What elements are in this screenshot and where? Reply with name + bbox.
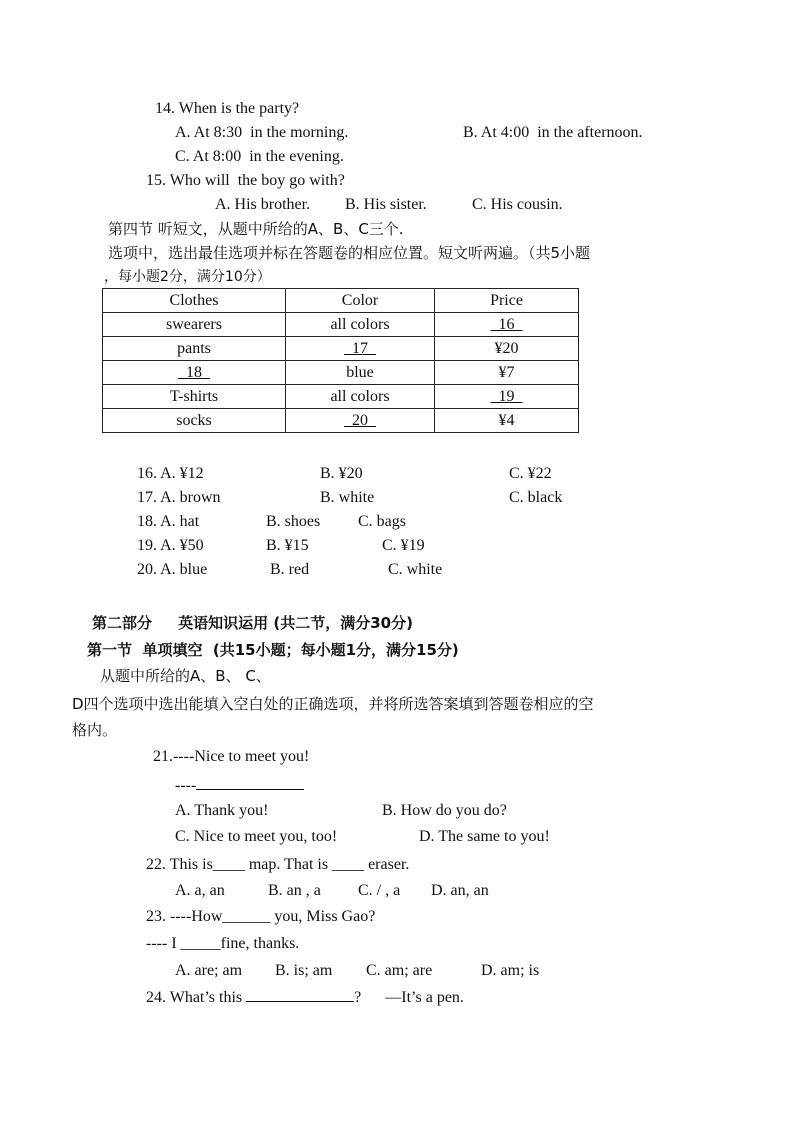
- table-header-row: [103, 289, 579, 313]
- q24-stem: 24. What’s this: [146, 989, 243, 1006]
- table-cell: ¥20: [435, 337, 579, 361]
- table-header: Color: [286, 289, 435, 313]
- q14-option-c: C. At 8:00 in the evening.: [175, 148, 344, 165]
- q20-option-c: C. white: [388, 561, 443, 578]
- q16-option-b: B. ¥20: [320, 465, 363, 482]
- q14-option-a: A. At 8:30 in the morning.: [175, 124, 349, 141]
- q16-stem: 16. A. ¥12: [137, 465, 204, 482]
- q16-option-c: C. ¥22: [509, 465, 552, 482]
- blank-number: 16: [498, 315, 515, 333]
- table-row: [103, 337, 579, 361]
- part2-subtitle: 第一节 单项填空 (共15小题；每小题1分，满分15分): [87, 641, 459, 659]
- q14-stem: 14. When is the party?: [155, 100, 300, 117]
- q21-reply-dashes: ----: [175, 777, 197, 794]
- q24-end: ?: [354, 989, 362, 1006]
- blank-number: 20: [352, 411, 368, 429]
- part2-instruction-2: D四个选项中选出能填入空白处的正确选项，并将所选答案填到答题卷相应的空: [72, 695, 594, 713]
- q18-option-c: C. bags: [358, 513, 406, 530]
- table-cell: all colors: [286, 385, 435, 409]
- q22-option-c: C. / , a: [358, 882, 401, 899]
- table-header: Clothes: [103, 289, 286, 313]
- table-cell-blank: [435, 385, 579, 409]
- table-cell-blank: [286, 409, 435, 433]
- q23-option-b: B. is; am: [275, 962, 333, 979]
- q19-option-b: B. ¥15: [266, 537, 309, 554]
- table-row: [103, 385, 579, 409]
- q21-reply: [175, 775, 304, 796]
- q14-option-b: B. At 4:00 in the afternoon.: [463, 124, 643, 141]
- answer-blank: [246, 987, 354, 1002]
- q24-answer: —It’s a pen.: [385, 989, 464, 1006]
- q18-option-b: B. shoes: [266, 513, 321, 530]
- q19-option-c: C. ¥19: [382, 537, 425, 554]
- blank-number: 19: [498, 387, 515, 405]
- part2-instruction-1: 从题中所给的A、B、 C、: [100, 667, 271, 685]
- q24-line: [146, 987, 464, 1008]
- q19-stem: 19. A. ¥50: [137, 537, 204, 554]
- q15-option-b: B. His sister.: [345, 196, 427, 213]
- q23-option-a: A. are; am: [175, 962, 243, 979]
- q15-option-a: A. His brother.: [215, 196, 311, 213]
- table-row: [103, 409, 579, 433]
- table-header: Price: [435, 289, 579, 313]
- part2-instruction-3: 格内。: [72, 721, 118, 739]
- q22-option-a: A. a, an: [175, 882, 225, 899]
- part2-title: 第二部分 英语知识运用 (共二节，满分30分): [92, 614, 413, 632]
- q20-stem: 20. A. blue: [137, 561, 208, 578]
- table-cell: all colors: [286, 313, 435, 337]
- blank-number: 18: [186, 363, 202, 381]
- q23-option-d: D. am; is: [481, 962, 540, 979]
- q15-stem: 15. Who will the boy go with?: [146, 172, 345, 189]
- q18-stem: 18. A. hat: [137, 513, 200, 530]
- q22-option-d: D. an, an: [431, 882, 489, 899]
- table-row: [103, 313, 579, 337]
- table-cell: socks: [103, 409, 286, 433]
- section4-line3: ，每小题2分，满分10分）: [104, 269, 271, 285]
- blank-number: 17: [352, 339, 368, 357]
- q22-option-b: B. an , a: [268, 882, 321, 899]
- table-cell: ¥7: [435, 361, 579, 385]
- section4-line1: 第四节 听短文，从题中所给的A、B、C三个.: [108, 220, 404, 238]
- q17-stem: 17. A. brown: [137, 489, 221, 506]
- answer-blank: [196, 775, 304, 790]
- q21-option-a: A. Thank you!: [175, 802, 269, 819]
- q21-option-c: C. Nice to meet you, too!: [175, 828, 338, 845]
- table-cell: blue: [286, 361, 435, 385]
- clothes-table: [102, 288, 579, 433]
- table-cell: swearers: [103, 313, 286, 337]
- q21-stem: 21.----Nice to meet you!: [153, 748, 310, 765]
- q21-option-d: D. The same to you!: [419, 828, 550, 845]
- q22-stem: 22. This is____ map. That is ____ eraser.: [146, 856, 410, 873]
- q23-reply: ---- I _____fine, thanks.: [146, 935, 300, 952]
- q23-stem: 23. ----How______ you, Miss Gao?: [146, 908, 376, 925]
- table-cell-blank: [435, 313, 579, 337]
- table-cell: T-shirts: [103, 385, 286, 409]
- table-row: [103, 361, 579, 385]
- q21-option-b: B. How do you do?: [382, 802, 507, 819]
- table-cell-blank: [286, 337, 435, 361]
- table-cell-blank: [103, 361, 286, 385]
- q20-option-b: B. red: [270, 561, 310, 578]
- section4-line2: 选项中，选出最佳选项并标在答题卷的相应位置。短文听两遍。（共5小题: [108, 244, 591, 262]
- q17-option-b: B. white: [320, 489, 375, 506]
- q23-option-c: C. am; are: [366, 962, 433, 979]
- table-cell: pants: [103, 337, 286, 361]
- q15-option-c: C. His cousin.: [472, 196, 563, 213]
- table-cell: ¥4: [435, 409, 579, 433]
- q17-option-c: C. black: [509, 489, 563, 506]
